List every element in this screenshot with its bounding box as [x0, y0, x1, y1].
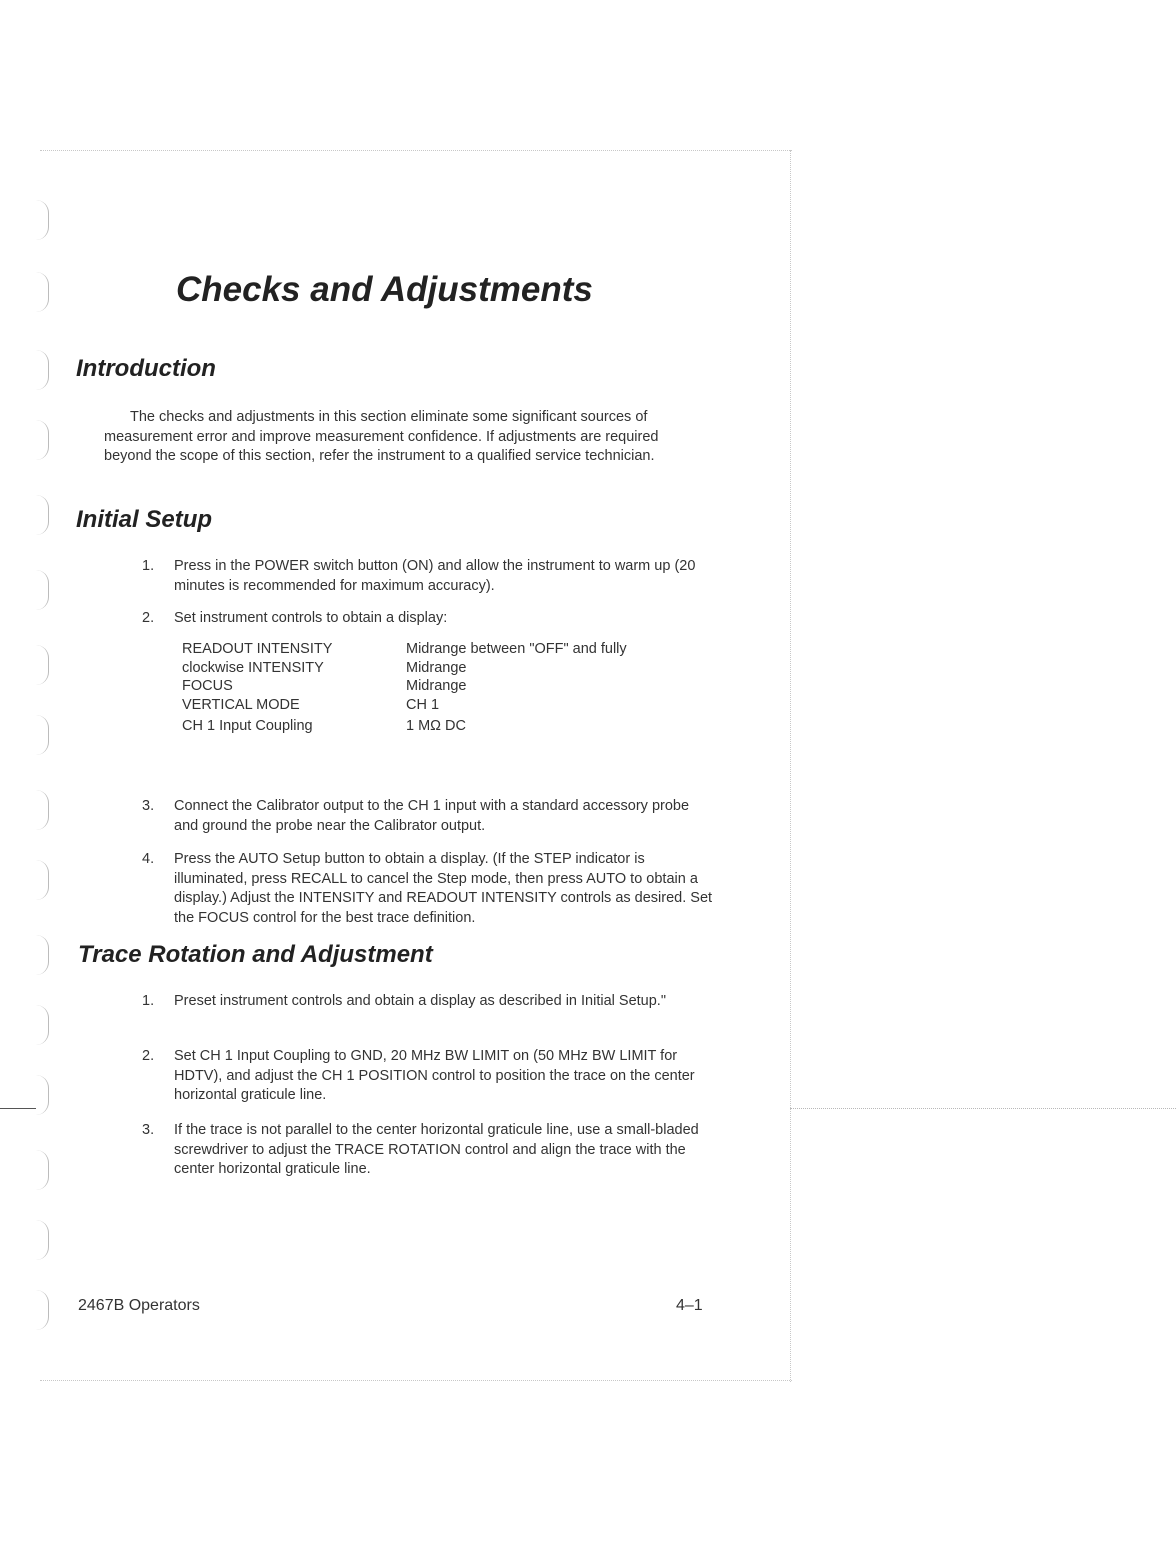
settings-row [182, 696, 702, 715]
step-text: If the trace is not parallel to the center horizontal graticule line, use a small-bladed screwdriver to adjust the TRACE ROTATION control and align the trace with the center horizontal graticule line. [174, 1122, 699, 1177]
binder-hole-mark [36, 350, 49, 390]
initial-setup-heading: Initial Setup [76, 506, 213, 533]
step-number: 3. [142, 798, 155, 814]
binder-hole-mark [36, 860, 49, 900]
scan-edge-line [790, 1108, 1176, 1109]
step-number: 2. [142, 1048, 155, 1064]
binder-hole-mark [36, 200, 49, 240]
binder-hole-mark [36, 1290, 49, 1330]
page-title: Checks and Adjustments [176, 270, 593, 309]
step-text: Set CH 1 Input Coupling to GND, 20 MHz BW LIMIT on (50 MHz BW LIMIT for HDTV), and adjust the CH 1 POSITION control to position the trace on the center horizontal graticule line. [174, 1048, 695, 1103]
scan-border-bottom [40, 1380, 792, 1381]
step-number: 4. [142, 851, 155, 867]
step-number: 1. [142, 993, 155, 1009]
setting-control: clockwise INTENSITY [182, 659, 324, 676]
footer-page-number: 4–1 [676, 1297, 703, 1314]
scan-left-tick [0, 1108, 36, 1109]
binder-hole-mark [36, 570, 49, 610]
footer-manual-title: 2467B Operators [78, 1297, 200, 1314]
step-text: Preset instrument controls and obtain a display as described in Initial Setup." [174, 993, 666, 1009]
setting-value: Midrange [406, 659, 467, 676]
setting-value: Midrange between "OFF" and fully [406, 641, 627, 657]
settings-table [182, 640, 702, 736]
setting-control: FOCUS [182, 678, 233, 694]
binder-hole-mark [36, 495, 49, 535]
binder-hole-mark [36, 1075, 49, 1115]
introduction-heading: Introduction [76, 355, 216, 382]
binder-hole-mark [36, 1150, 49, 1190]
setting-value: CH 1 [406, 696, 440, 713]
step-text: Press in the POWER switch button (ON) and allow the instrument to warm up (20 minutes is recommended for maximum accuracy). [174, 558, 696, 594]
binder-hole-mark [36, 715, 49, 755]
binder-hole-mark [36, 1005, 49, 1045]
step-number: 1. [142, 558, 155, 574]
step-text: Press the AUTO Setup button to obtain a display. (If the STEP indicator is illuminated, press RECALL to cancel the Step mode, then press AUTO to obtain a display.) Adjust the INTENSITY and READOUT INTENSITY controls as desired. Set the FOCUS control for the best trace definition. [174, 851, 713, 926]
setting-control: CH 1 Input Coupling [182, 718, 313, 734]
scan-border-right [790, 150, 791, 1382]
binder-hole-mark [36, 645, 49, 685]
settings-row [182, 717, 702, 736]
settings-row [182, 640, 702, 659]
setting-value: 1 MΩ DC [406, 718, 466, 734]
setting-control: VERTICAL MODE [182, 696, 300, 713]
step-text: Connect the Calibrator output to the CH 1 input with a standard accessory probe and ground the probe near the Calibrator output. [174, 798, 690, 834]
binder-hole-mark [36, 935, 49, 975]
step-number: 3. [142, 1122, 155, 1138]
binder-hole-mark [36, 790, 49, 830]
scan-border-top [40, 150, 792, 151]
binder-hole-mark [36, 420, 49, 460]
settings-row [182, 677, 702, 696]
binder-hole-mark [36, 272, 49, 312]
setting-value: Midrange [406, 678, 467, 694]
setting-control: READOUT INTENSITY [182, 641, 333, 657]
introduction-paragraph: The checks and adjustments in this section eliminate some significant sources of measurement error and improve measurement confidence. If adjustments are required beyond the scope of this section, refer the instrument to a qualified service technician. [104, 409, 659, 464]
step-number: 2. [142, 610, 155, 626]
binder-hole-mark [36, 1220, 49, 1260]
trace-rotation-heading: Trace Rotation and Adjustment [78, 941, 433, 968]
settings-row [182, 659, 702, 678]
step-text: Set instrument controls to obtain a display: [174, 610, 448, 626]
